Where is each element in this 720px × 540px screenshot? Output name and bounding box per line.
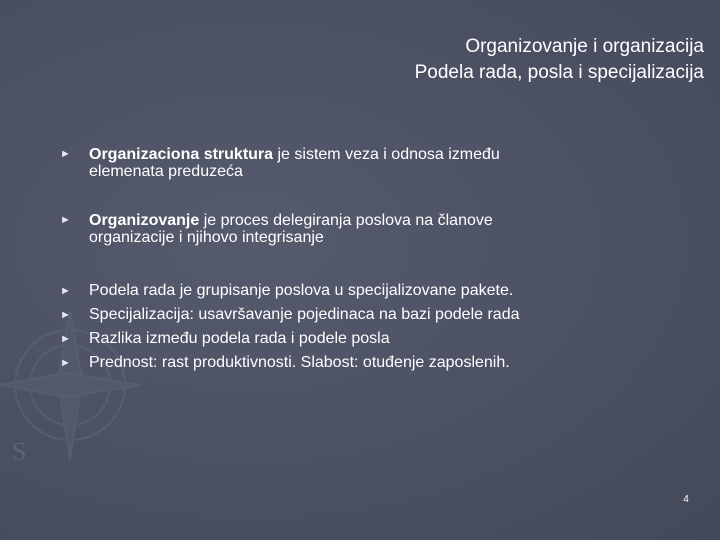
list-item-text: Razlika između podela rada i podele posla [89, 330, 390, 347]
list-item [60, 351, 680, 375]
bullet-definition: je sistem veza i odnosa između [273, 146, 500, 163]
list-item [60, 279, 680, 303]
bullet-definition: je proces delegiranja poslova na članove [199, 212, 493, 229]
list-item [60, 327, 680, 351]
bullet-arrow-icon: ► [60, 214, 71, 226]
list-item [60, 303, 680, 327]
bullet-organizaciona-struktura [60, 146, 680, 180]
bullet-text-line-2: organizacije i njihovo integrisanje [89, 229, 324, 246]
compass-letter: S [12, 437, 27, 466]
bullet-text [89, 146, 680, 163]
bullet-arrow-icon: ► [60, 148, 71, 160]
bullet-organizovanje [60, 212, 680, 246]
bullet-arrow-icon: ► [60, 357, 71, 369]
bullet-text-line-2: elemenata preduzeća [89, 163, 243, 180]
bullet-list [60, 279, 680, 375]
bullet-text [89, 212, 680, 229]
bullet-term: Organizovanje [89, 212, 200, 229]
list-item-text: Podela rada je grupisanje poslova u specijalizovane pakete. [89, 282, 514, 299]
list-item-text: Prednost: rast produktivnosti. Slabost: otuđenje zaposlenih. [89, 354, 510, 371]
page-number: 4 [683, 494, 689, 505]
title-line-1: Organizovanje i organizacija [465, 36, 704, 57]
slide-title [104, 34, 704, 86]
bullet-term: Organizaciona struktura [89, 146, 274, 163]
list-item-text: Specijalizacija: usavršavanje pojedinaca na bazi podele rada [89, 306, 520, 323]
bullet-arrow-icon: ► [60, 333, 71, 345]
bullet-arrow-icon: ► [60, 309, 71, 321]
bullet-arrow-icon: ► [60, 285, 71, 297]
title-line-2: Podela rada, posla i specijalizacija [414, 62, 704, 83]
